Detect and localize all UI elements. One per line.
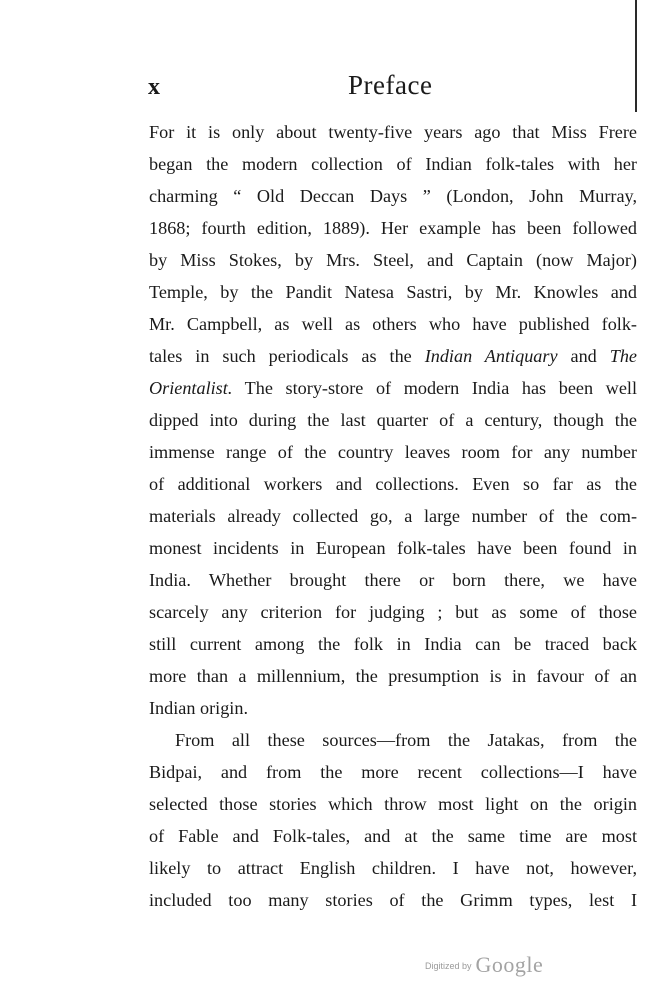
text-line: scarcely any criterion for judging ; but as some of those (149, 602, 637, 622)
page-number: x (148, 74, 161, 100)
text-line: of additional workers and collections. Even so far as the (149, 474, 637, 494)
digitized-by-google-watermark (425, 952, 543, 978)
watermark-prefix: Digitized by (425, 961, 472, 971)
text-line: Mr. Campbell, as well as others who have published folk- (149, 314, 637, 334)
text-line-with-italics (149, 340, 637, 372)
text-line: included too many stories of the Grimm types, lest I (149, 890, 637, 910)
text-line: of Fable and Folk-tales, and at the same time are most (149, 826, 637, 846)
text-segment: and (557, 346, 610, 366)
text-line: India. Whether brought there or born there, we have (149, 570, 637, 590)
text-line: Indian origin. (149, 698, 249, 718)
text-line: by Miss Stokes, by Mrs. Steel, and Captain (now Major) (149, 250, 637, 270)
italic-title-indian-antiquary: Indian Antiquary (424, 346, 558, 366)
text-line: Temple, by the Pandit Natesa Sastri, by Mr. Knowles and (149, 282, 637, 302)
text-line: began the modern collection of Indian folk-tales with her (149, 154, 637, 174)
italic-title-the: The (609, 346, 637, 366)
page-header (148, 70, 638, 110)
italic-title-orientalist: Orientalist. (149, 378, 233, 398)
text-line: more than a millennium, the presumption is in favour of an (149, 666, 637, 686)
text-line: likely to attract English children. I have not, however, (149, 858, 637, 878)
running-head-title: Preface (348, 70, 433, 100)
text-line: For it is only about twenty-five years ago that Miss Frere (149, 122, 637, 142)
text-line: charming “ Old Deccan Days ” (London, John Murray, (149, 186, 637, 206)
body-text (149, 116, 637, 916)
text-line: dipped into during the last quarter of a century, though the (149, 410, 637, 430)
text-line: materials already collected go, a large number of the com- (149, 506, 637, 526)
text-line: selected those stories which throw most light on the origin (149, 794, 637, 814)
text-line: 1868; fourth edition, 1889). Her example has been followed (149, 218, 637, 238)
text-line: Bidpai, and from the more recent collections—I have (149, 762, 637, 782)
text-line-with-italics (149, 372, 637, 404)
text-line: monest incidents in European folk-tales have been found in (149, 538, 637, 558)
paragraph-first-line: From all these sources—from the Jatakas, from the (175, 730, 637, 750)
text-line: immense range of the country leaves room for any number (149, 442, 637, 462)
text-line: still current among the folk in India can be traced back (149, 634, 637, 654)
text-segment: The story-store of modern India has been well (232, 378, 637, 398)
text-segment: tales in such periodicals as the (149, 346, 425, 366)
google-logo-text: Google (475, 952, 544, 977)
